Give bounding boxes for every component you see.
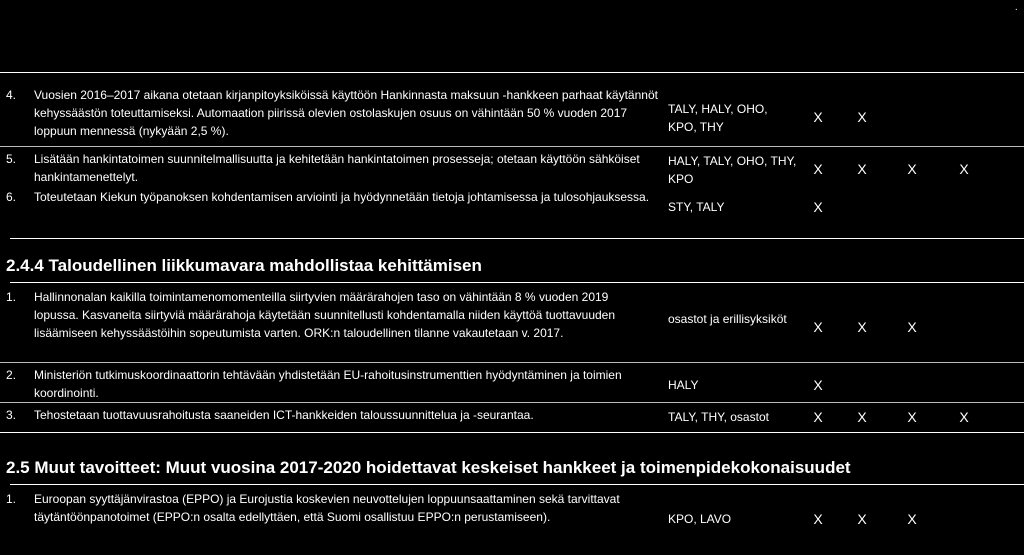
- item-text: Euroopan syyttäjänvirastoa (EPPO) ja Eurojustia koskevien neuvottelujen loppuunsaattaminen sekä tarvittavat täytäntöönpanotoimet (EPPO:n osalta edellyttäen, että Suomi osallistuu EPPO:n perustamiseen).: [34, 492, 620, 524]
- mark-col-2: X: [857, 319, 867, 335]
- item-text: Vuosien 2016–2017 aikana otetaan kirjanpitoyksiköissä käyttöön Hankinnasta maksuun -hankkeen parhaat käytännöt kehyssäästön toteuttamiseksi. Automaation piirissä olevien ostolaskujen osuus on vähintään 50 % vuoden 2017 loppuun mennessä (nykyään 2,5 %).: [34, 88, 658, 138]
- item-number: 1.: [6, 492, 17, 506]
- section-heading: 2.5 Muut tavoitteet: Muut vuosina 2017-2020 hoidettavat keskeiset hankkeet ja toimenpidekokonaisuudet: [6, 458, 851, 477]
- mark-col-4: X: [959, 409, 969, 425]
- mark-col-1: X: [813, 319, 823, 335]
- mark-col-2: X: [857, 109, 867, 125]
- mark-col-3: X: [907, 409, 917, 425]
- item-text: Hallinnonalan kaikilla toimintamenomomenteilla siirtyvien määrärahojen taso on vähintään 8 % vuoden 2019 lopussa. Kasvaneita siirtyviä määrärahoja käytetään suunnitellusti kohdentamalla niiden käyttöä tuottavuuden lisäämiseen kehyssäästöihin sopeutumista varten. ORK:n taloudellinen tilanne vakautetaan v. 2017.: [34, 290, 616, 340]
- mark-col-4: X: [959, 161, 969, 177]
- mark-col-1: X: [813, 199, 823, 215]
- item-number: 5.: [6, 152, 17, 166]
- table-top-border: [10, 484, 1024, 485]
- corner-mark: ·: [1014, 4, 1018, 15]
- mark-col-2: X: [857, 511, 867, 527]
- item-text: Toteutetaan Kiekun työpanoksen kohdentamisen arviointi ja hyödynnetään tietoja johtamisessa ja tulosohjauksessa.: [34, 190, 650, 204]
- table-bottom-border: [10, 238, 1024, 239]
- table-row: [0, 150, 1024, 186]
- table-top-border: [0, 72, 1024, 73]
- table-row: [0, 188, 1024, 228]
- mark-col-3: X: [907, 161, 917, 177]
- item-responsible: TALY, THY, osastot: [668, 410, 769, 424]
- item-text: Lisätään hankintatoimen suunnitelmallisuutta ja kehitetään hankintatoimen prosesseja; otetaan käyttöön sähköiset hankintamenettelyt.: [34, 152, 640, 184]
- item-number: 6.: [6, 190, 17, 204]
- item-responsible: HALY: [668, 378, 699, 392]
- table-row: [0, 366, 1024, 402]
- table-bottom-border: [0, 432, 1024, 433]
- table-row: [0, 86, 1024, 142]
- row-divider: [0, 146, 1024, 147]
- row-divider: [0, 362, 1024, 363]
- item-number: 3.: [6, 408, 17, 422]
- item-number: 2.: [6, 368, 17, 382]
- mark-col-1: X: [813, 109, 823, 125]
- item-responsible: KPO, LAVO: [668, 512, 732, 526]
- item-responsible: TALY, HALY, OHO, KPO, THY: [668, 102, 768, 134]
- mark-col-1: X: [813, 409, 823, 425]
- item-responsible: osastot ja erillisyksiköt: [668, 312, 787, 326]
- mark-col-2: X: [857, 161, 867, 177]
- item-responsible: HALY, TALY, OHO, THY, KPO: [668, 154, 797, 186]
- item-number: 4.: [6, 88, 17, 102]
- mark-col-1: X: [813, 161, 823, 177]
- table-row: [0, 406, 1024, 426]
- mark-col-3: X: [907, 319, 917, 335]
- item-responsible: STY, TALY: [668, 200, 725, 214]
- item-text: Tehostetaan tuottavuusrahoitusta saaneiden ICT-hankkeiden taloussuunnittelua ja -seurantaa.: [34, 408, 534, 422]
- mark-col-1: X: [813, 377, 823, 393]
- table-row: [0, 288, 1024, 360]
- item-number: 1.: [6, 290, 17, 304]
- mark-col-1: X: [813, 511, 823, 527]
- table-row: [0, 490, 1024, 530]
- table-top-border: [10, 282, 1024, 283]
- row-divider: [0, 402, 1024, 403]
- mark-col-3: X: [907, 511, 917, 527]
- mark-col-2: X: [857, 409, 867, 425]
- section-heading: 2.4.4 Taloudellinen liikkumavara mahdollistaa kehittämisen: [6, 256, 482, 275]
- item-text: Ministeriön tutkimuskoordinaattorin tehtävään yhdistetään EU-rahoitusinstrumenttien hyödyntäminen ja toimien koordinointi.: [34, 368, 622, 400]
